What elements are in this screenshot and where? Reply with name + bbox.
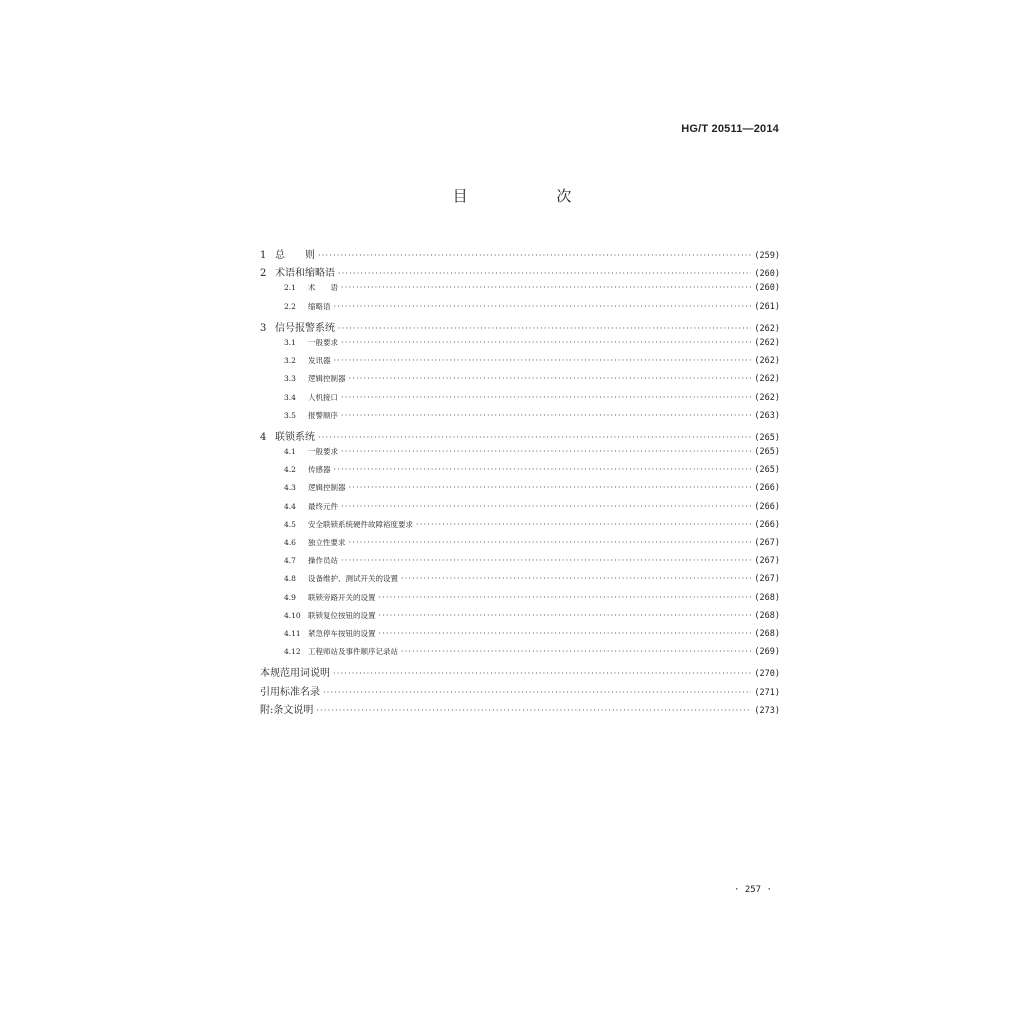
toc-entry[interactable]	[260, 628, 780, 646]
dot-leader	[318, 252, 751, 260]
dot-leader	[401, 648, 751, 656]
toc-entry-page: (260)	[754, 283, 780, 294]
toc-entry-page: (262)	[754, 374, 780, 385]
toc-entry-page: (262)	[754, 323, 780, 334]
toc-entry-number: 3.1	[284, 337, 296, 347]
toc-entry-title: 报警顺序	[308, 410, 338, 420]
toc-entry[interactable]	[260, 646, 780, 664]
toc-entry[interactable]	[260, 664, 780, 682]
toc-entry-page: (262)	[754, 337, 780, 348]
toc-entry-title: 本规范用词说明	[260, 668, 330, 680]
toc-entry-number: 3.3	[284, 374, 296, 384]
table-of-contents	[260, 246, 780, 719]
toc-entry-title: 传感器	[308, 465, 331, 475]
toc-entry[interactable]	[260, 683, 780, 701]
toc-entry-number: 3.2	[284, 356, 296, 366]
dot-leader	[341, 412, 751, 420]
toc-entry[interactable]	[260, 555, 780, 573]
toc-entry-number: 4.11	[284, 628, 301, 638]
toc-entry-title: 最终元件	[308, 501, 338, 511]
toc-entry-number: 4.12	[284, 647, 301, 657]
toc-entry[interactable]	[260, 701, 780, 719]
toc-entry-number: 2	[260, 268, 267, 280]
dot-leader	[379, 630, 752, 638]
toc-entry-page: (263)	[754, 410, 780, 421]
toc-entry-page: (265)	[754, 432, 780, 443]
toc-entry-page: (267)	[754, 538, 780, 548]
toc-entry-page: (273)	[754, 705, 780, 716]
toc-entry-title: 总 则	[275, 250, 315, 261]
toc-entry-page: (270)	[754, 669, 780, 680]
toc-entry-number: 4.9	[284, 592, 296, 602]
toc-entry-page: (260)	[754, 269, 780, 280]
toc-entry-title: 缩略语	[308, 301, 331, 311]
toc-entry[interactable]	[260, 519, 780, 537]
toc-entry-page: (266)	[754, 483, 780, 494]
dot-leader	[401, 575, 751, 583]
dot-leader	[338, 325, 751, 333]
toc-entry-title: 联锁旁路开关的设置	[308, 592, 376, 602]
toc-entry-number: 4.1	[284, 447, 296, 457]
toc-entry-title: 紧急停车按钮的设置	[308, 628, 376, 638]
dot-leader	[341, 284, 751, 292]
toc-entry[interactable]	[260, 264, 780, 282]
toc-entry-title: 操作员站	[308, 556, 338, 566]
dot-leader	[341, 557, 751, 565]
toc-entry[interactable]	[260, 392, 780, 410]
toc-entry[interactable]	[260, 282, 780, 300]
dot-leader	[341, 339, 751, 347]
dot-leader	[318, 434, 751, 442]
toc-entry-title: 引用标准名录	[260, 686, 320, 698]
dot-leader	[334, 357, 752, 365]
toc-entry[interactable]	[260, 573, 780, 591]
toc-entry-page: (267)	[754, 574, 780, 585]
toc-entry-number: 2.1	[284, 283, 296, 293]
toc-entry-page: (269)	[754, 647, 780, 658]
toc-entry[interactable]	[260, 246, 780, 264]
toc-entry[interactable]	[260, 410, 780, 428]
toc-entry[interactable]	[260, 319, 780, 337]
toc-entry[interactable]	[260, 592, 780, 610]
toc-entry-number: 1	[260, 250, 267, 261]
toc-entry-title: 发讯器	[308, 356, 331, 366]
toc-entry-page: (268)	[754, 592, 780, 603]
toc-entry-page: (266)	[754, 519, 780, 530]
toc-entry-number: 3	[260, 322, 267, 334]
toc-entry-title: 逻辑控制器	[308, 483, 346, 493]
toc-entry-title: 术 语	[308, 283, 338, 293]
toc-entry-page: (268)	[754, 628, 780, 639]
dot-leader	[338, 270, 751, 278]
toc-entry-page: (266)	[754, 501, 780, 512]
toc-entry-number: 4.10	[284, 610, 301, 620]
dot-leader	[349, 539, 752, 547]
dot-leader	[333, 670, 751, 678]
toc-title: 目 次	[452, 187, 614, 205]
toc-entry-number: 4.5	[284, 519, 296, 529]
standard-code: HG/T 20511—2014	[681, 123, 779, 135]
toc-entry[interactable]	[260, 355, 780, 373]
toc-entry[interactable]	[260, 446, 780, 464]
toc-entry-title: 术语和缩略语	[275, 268, 335, 280]
toc-entry-number: 4.2	[284, 465, 296, 475]
toc-entry-number: 4.8	[284, 574, 296, 584]
dot-leader	[349, 375, 752, 383]
toc-entry-number: 4	[260, 431, 267, 443]
toc-entry-page: (268)	[754, 610, 780, 621]
toc-entry[interactable]	[260, 301, 780, 319]
toc-entry[interactable]	[260, 373, 780, 391]
toc-entry-title: 信号报警系统	[275, 322, 335, 334]
toc-entry-title: 联锁复位按钮的设置	[308, 610, 376, 620]
toc-entry-number: 2.2	[284, 301, 296, 311]
dot-leader	[341, 448, 751, 456]
toc-entry-page: (262)	[754, 392, 780, 403]
toc-entry-number: 3.4	[284, 392, 296, 402]
toc-entry-title: 联锁系统	[275, 431, 315, 443]
toc-entry[interactable]	[260, 482, 780, 500]
toc-entry-page: (262)	[754, 356, 780, 367]
toc-entry-page: (265)	[754, 447, 780, 458]
toc-entry-title: 逻辑控制器	[308, 374, 346, 384]
toc-entry-title: 独立性要求	[308, 538, 346, 547]
toc-entry[interactable]	[260, 464, 780, 482]
dot-leader	[341, 394, 751, 402]
toc-entry-title: 工程师站及事件顺序记录站	[308, 647, 398, 657]
toc-entry-number: 4.7	[284, 556, 296, 566]
dot-leader	[334, 303, 752, 311]
dot-leader	[379, 612, 752, 620]
toc-entry-title: 安全联锁系统硬件故障裕度要求	[308, 519, 413, 529]
dot-leader	[379, 594, 752, 602]
dot-leader	[341, 503, 751, 511]
toc-entry[interactable]	[260, 537, 780, 555]
toc-entry-page: (267)	[754, 556, 780, 567]
toc-entry[interactable]	[260, 337, 780, 355]
toc-entry[interactable]	[260, 428, 780, 446]
toc-entry-number: 3.5	[284, 410, 296, 420]
dot-leader	[334, 466, 752, 474]
toc-entry-title: 设备维护、测试开关的设置	[308, 574, 398, 584]
toc-entry[interactable]	[260, 610, 780, 628]
toc-entry-title: 一般要求	[308, 337, 338, 347]
toc-entry-number: 4.3	[284, 483, 296, 493]
toc-entry-page: (265)	[754, 465, 780, 476]
dot-leader	[349, 484, 752, 492]
toc-entry-page: (259)	[754, 251, 780, 261]
page-number: · 257 ·	[734, 885, 772, 895]
dot-leader	[416, 521, 751, 529]
toc-entry-title: 一般要求	[308, 447, 338, 457]
toc-entry-title: 人机接口	[308, 392, 338, 402]
toc-entry[interactable]	[260, 501, 780, 519]
toc-entry-page: (271)	[754, 687, 780, 698]
dot-leader	[316, 707, 751, 715]
toc-entry-title: 附:条文说明	[260, 704, 314, 716]
toc-entry-page: (261)	[754, 301, 780, 312]
toc-entry-number: 4.6	[284, 538, 296, 547]
toc-entry-number: 4.4	[284, 501, 296, 511]
dot-leader	[323, 689, 751, 697]
